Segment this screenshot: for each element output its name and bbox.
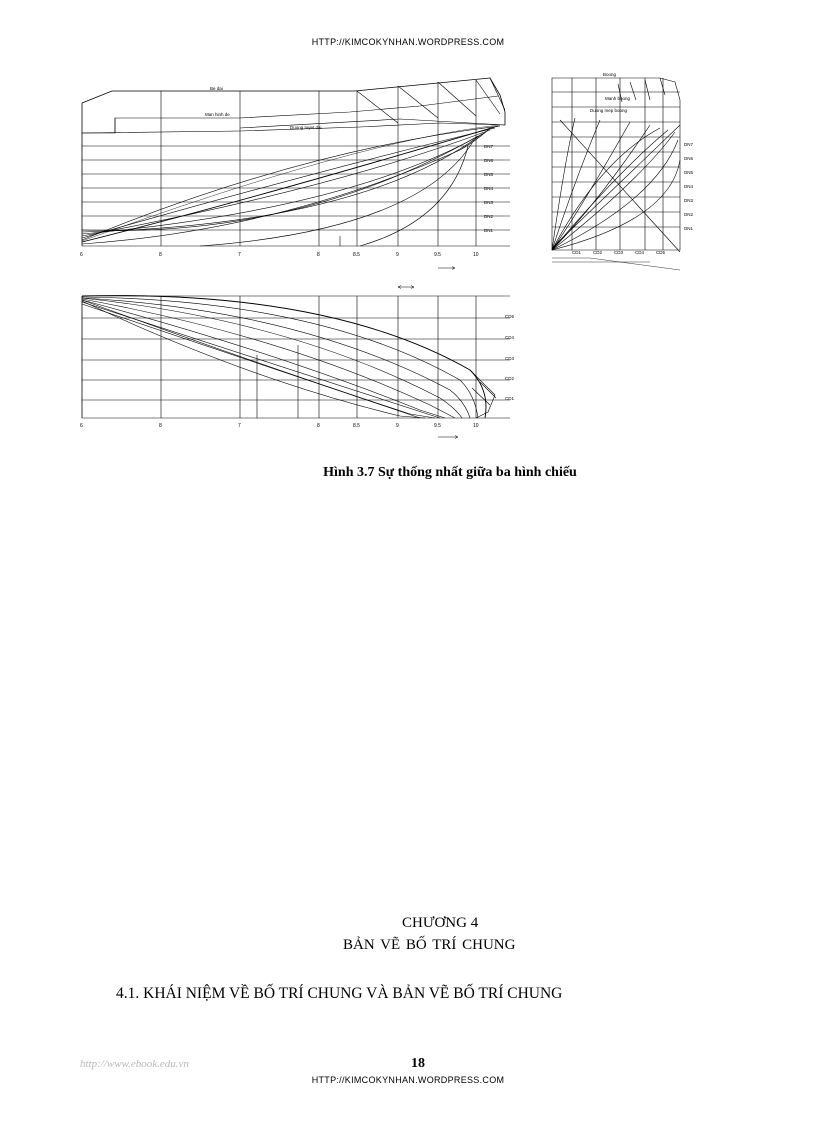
profile-annotation: Be dai (210, 86, 223, 91)
waterline-label: DN7 (684, 142, 694, 147)
body-plan-annotation: Boong (603, 72, 617, 77)
station-tick: 6 (80, 252, 83, 258)
body-plan-annotation: Manh boong (605, 96, 631, 101)
profile-view (82, 78, 510, 289)
section-heading: 4.1. KHÁI NIỆM VỀ BỐ TRÍ CHUNG VÀ BẢN VẼ BỐ TRÍ CHUNG (116, 985, 563, 1002)
waterline-label: DN1 (484, 228, 494, 233)
chapter-number: CHƯƠNG 4 (402, 915, 479, 931)
figure-caption: Hình 3.7 Sự thống nhất giữa ba hình chiếu (323, 465, 577, 480)
chapter-title: BẢN VẼ BỐ TRÍ CHUNG (343, 937, 516, 953)
waterline-label: DN2 (484, 214, 494, 219)
buttock-label: CD2 (505, 376, 515, 381)
station-tick: 10 (473, 252, 479, 258)
station-tick: 9 (396, 423, 399, 429)
station-tick: 8 (317, 423, 320, 429)
station-tick: 10 (473, 423, 479, 429)
buttock-label: CD3 (614, 250, 624, 255)
profile-annotation: Man hinh de (205, 112, 230, 117)
body-plan-view (552, 78, 680, 270)
station-tick: 8 (159, 423, 162, 429)
waterline-label: DN5 (484, 172, 494, 177)
waterline-label: DN1 (684, 226, 694, 231)
body-plan-annotation: Duong mep boong (590, 108, 628, 113)
station-tick: 9.5 (434, 423, 441, 429)
waterline-label: DN3 (684, 198, 694, 203)
buttock-label: CD5 (505, 314, 515, 319)
half-breadth-view (82, 296, 510, 439)
station-tick: 7 (238, 423, 241, 429)
buttock-label: CD2 (593, 250, 603, 255)
buttock-label: CD1 (505, 396, 515, 401)
watermark: http://www.ebook.edu.vn (80, 1058, 189, 1070)
lines-plan-drawing (0, 0, 816, 460)
waterline-label: DN4 (484, 186, 494, 191)
buttock-label: CD4 (505, 335, 515, 340)
waterline-label: DN6 (484, 158, 494, 163)
waterline-label: DN5 (684, 170, 694, 175)
profile-annotation: Duong tuyet dai (290, 125, 322, 130)
buttock-label: CD5 (656, 250, 666, 255)
station-tick: 9.5 (434, 252, 441, 258)
buttock-label: CD1 (572, 250, 582, 255)
station-tick: 7 (238, 252, 241, 258)
header-url: HTTP://KIMCOKYNHAN.WORDPRESS.COM (311, 37, 505, 47)
station-tick: 6 (80, 423, 83, 429)
station-tick: 8 (159, 252, 162, 258)
waterline-label: DN6 (684, 156, 694, 161)
buttock-label: CD4 (635, 250, 645, 255)
waterline-label: DN2 (684, 212, 694, 217)
station-tick: 8.5 (353, 252, 360, 258)
station-tick: 8.5 (353, 423, 360, 429)
station-tick: 8 (317, 252, 320, 258)
page-number: 18 (411, 1056, 425, 1071)
waterline-label: DN3 (484, 200, 494, 205)
waterline-label: DN4 (684, 184, 694, 189)
buttock-label: CD3 (505, 356, 515, 361)
waterline-label: DN7 (484, 144, 494, 149)
footer-url: HTTP://KIMCOKYNHAN.WORDPRESS.COM (311, 1075, 505, 1085)
station-tick: 9 (396, 252, 399, 258)
